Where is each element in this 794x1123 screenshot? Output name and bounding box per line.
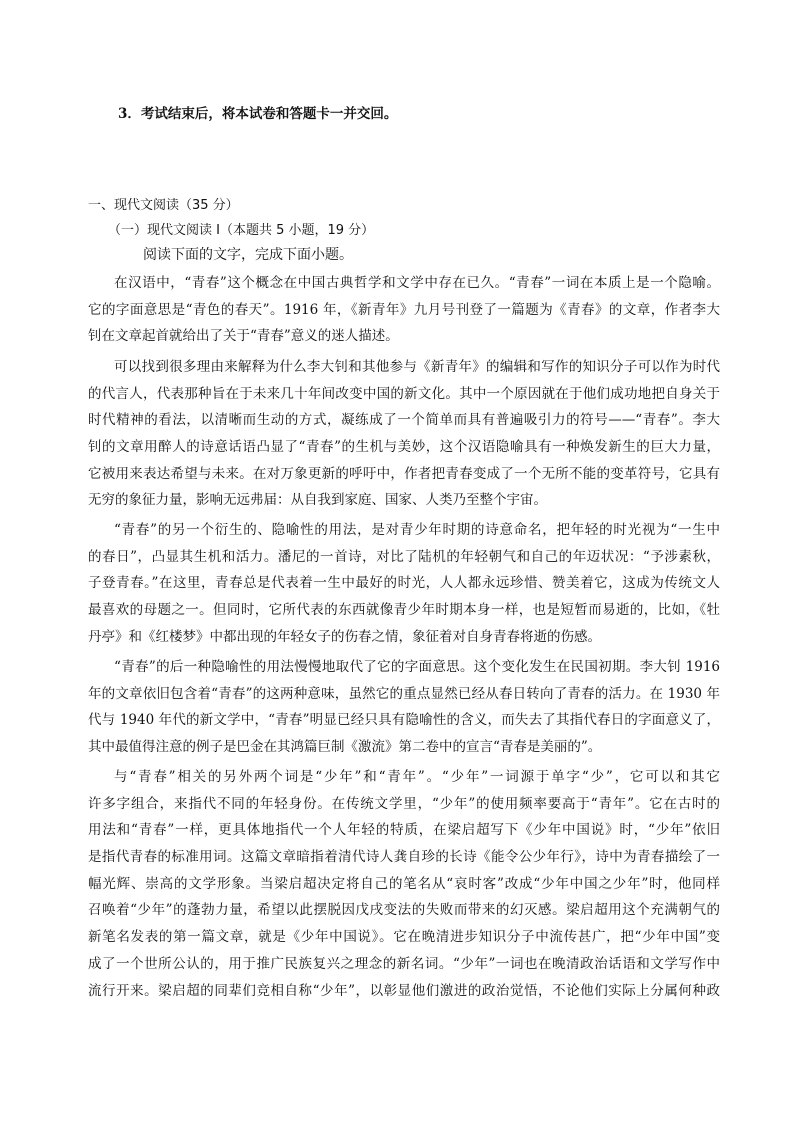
paragraph-line: 丹亭》和《红楼梦》中都出现的年轻女子的伤春之情，象征着对自身青春将逝的伤感。 — [88, 628, 601, 645]
paragraph-line: 代与 1940 年代的新文学中，“青春”明显已经只具有隐喻性的含义，而失去了其指代春日的字面意义了， — [88, 712, 720, 729]
paragraph-line: 钊在文章起首就给出了关于“青春”意义的迷人描述。 — [88, 328, 399, 345]
paragraph-line: 无穷的象征力量，影响无远弗届：从自我到家庭、国家、人类乃至整个宇宙。 — [88, 492, 547, 509]
paragraph-line: 与“青春”相关的另外两个词是“少年”和“青年”。“少年”一词源于单字“少”，它可以和其它 — [114, 769, 720, 785]
paragraph-line: 可以找到很多理由来解释为什么李大钊和其他参与《新青年》的编辑和写作的知识分子可以作为时代 — [114, 359, 720, 375]
paragraph-3 — [88, 517, 720, 650]
paragraph-line: 流行开来。梁启超的同辈们竞相自称“少年”，以彰显他们激进的政治觉悟，不论他们实际上分属何种政 — [88, 982, 720, 999]
paragraph-line: 它被用来表达希望与未来。在对万象更新的呼吁中，作者把青春变成了一个无所不能的变革符号，它具有 — [88, 465, 720, 482]
paragraph-line: 新笔名发表的第一篇文章，就是《少年中国说》。它在晚清进步知识分子中流传甚广，把“少年中国”变 — [88, 929, 720, 946]
paragraph-line: 召唤着“少年”的蓬勃力量，希望以此摆脱因戊戌变法的失败而带来的幻灭感。梁启超用这个充满朝气的 — [88, 902, 720, 919]
paragraph-line: “青春”的后一种隐喻性的用法慢慢地取代了它的字面意思。这个变化发生在民国初期。李大钊 1916 — [114, 659, 720, 675]
paragraph-line: 是指代青春的标准用词。这篇文章暗指着清代诗人龚自珍的长诗《能令公少年行》，诗中为青春描绘了一 — [88, 849, 720, 866]
paragraph-line: 子登青春。”在这里，青春总是代表着一生中最好的时光，人人都永远珍惜、赞美着它，这成为传统文人 — [88, 575, 720, 592]
paragraph-line: 的春日”，凸显其生机和活力。潘尼的一首诗，对比了陆机的年轻朝气和自己的年迈状况：“予涉素秋， — [88, 548, 720, 565]
exam-note: 3．考试结束后，将本试卷和答题卡一并交回。 — [118, 106, 398, 122]
paragraph-line: 在汉语中，“青春”这个概念在中国古典哲学和文学中存在已久。“青春”一词在本质上是一个隐喻。 — [114, 275, 720, 291]
paragraph-line: 它的字面意思是“青色的春天”。1916 年，《新青年》九月号刊登了一篇题为《青春》的文章，作者李大 — [88, 301, 720, 318]
paragraph-4 — [88, 654, 720, 761]
paragraph-line: 幅光辉、崇高的文学形象。当梁启超决定将自己的笔名从“哀时客”改成“少年中国之少年”时，他同样 — [88, 875, 720, 892]
paragraph-line: 成了一个世所公认的，用于推广民族复兴之理念的新名词。“少年”一词也在晚清政治话语和文学写作中 — [88, 955, 720, 972]
paragraph-line: 其中最值得注意的例子是巴金在其鸿篇巨制《激流》第二卷中的宣言“青春是美丽的”。 — [88, 739, 602, 756]
paragraph-2 — [88, 354, 720, 514]
section-heading: 一、现代文阅读（35 分） — [88, 198, 239, 213]
paragraph-line: “青春”的另一个衍生的、隐喻性的用法，是对青少年时期的诗意命名，把年轻的时光视为“一生中 — [114, 522, 720, 538]
paragraph-line: 许多字组合，来指代不同的年轻身份。在传统文学里，“少年”的使用频率要高于“青年”。它在古时的 — [88, 795, 720, 812]
paragraph-5 — [88, 764, 720, 1004]
reading-instruction: 阅读下面的文字，完成下面小题。 — [143, 247, 353, 263]
paragraph-1 — [88, 270, 720, 350]
paragraph-line: 的代言人，代表那种旨在于未来几十年间改变中国的新文化。其中一个原因就在于他们成功地把自身关于 — [88, 385, 720, 402]
paragraph-line: 时代精神的看法，以清晰而生动的方式，凝练成了一个简单而具有普遍吸引力的符号——“青春”。李大 — [88, 412, 720, 429]
paragraph-line: 用法和“青春”一样，更具体地指代一个人年轻的特质，在梁启超写下《少年中国说》时，“少年”依旧 — [88, 822, 720, 839]
sub-heading: （一）现代文阅读 I（本题共 5 小题，19 分） — [108, 223, 375, 238]
paragraph-line: 钊的文章用醉人的诗意话语凸显了“青春”的生机与美妙，这个汉语隐喻具有一种焕发新生的巨大力量， — [88, 439, 720, 456]
paragraph-line: 年的文章依旧包含着“青春”的这两种意味，虽然它的重点显然已经从春日转向了青春的活力。在 1930 年 — [88, 685, 720, 702]
paragraph-line: 最喜欢的母题之一。但同时，它所代表的东西就像青少年时期本身一样，也是短暂而易逝的，比如，《牡 — [88, 602, 720, 619]
